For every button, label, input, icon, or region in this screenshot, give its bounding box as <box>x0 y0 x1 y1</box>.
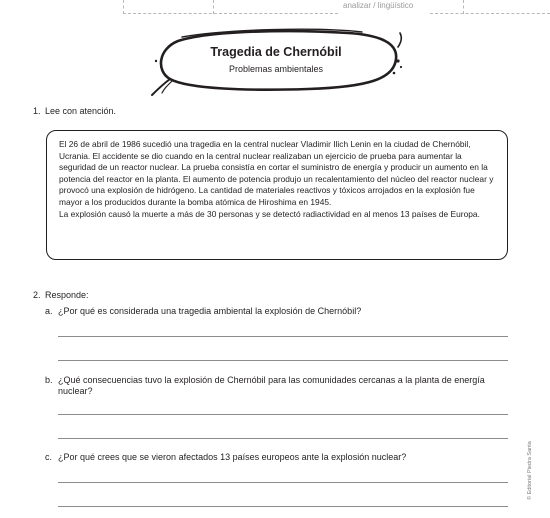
question-b-text: ¿Qué consecuencias tuvo la explosión de Chernóbil para las comunidades cercanas a la planta de energía nuclear? <box>58 375 485 396</box>
header-tag: analizar / lingüístico <box>343 1 414 10</box>
publisher-credit: © Editorial Piedra Santa <box>527 441 533 500</box>
brush-frame-icon <box>148 27 404 97</box>
answer-line[interactable] <box>58 360 508 361</box>
question-b-letter: b. <box>45 375 53 385</box>
worksheet-title: Tragedia de Chernóbil <box>210 45 342 59</box>
activity-2-number: 2. <box>33 290 41 300</box>
header-divider <box>123 0 124 14</box>
answer-line[interactable] <box>58 506 508 507</box>
reading-paragraph: El 26 de abril de 1986 sucedió una tragedia en la central nuclear Vladimir Ilich Lenin en la ciudad de Chernóbil, Ucrania. El accidente se dio cuando en la central nuclear realizaban un ejercicio de prueba para aumentar la seguridad de un reactor nuclear. La prueba consistía en cortar el suministro de energía y producir un aumento en la potencia del reactor en la planta. El aumento de potencia produjo un recalentamiento del núcleo del reactor nuclear y provocó una explosión de hidrógeno. La cantidad de materiales reactivos y tóxicos arrojados en la explosión fue mayor a los producidos durante la bomba atómica de Hiroshima en 1945. <box>59 139 494 207</box>
reading-box <box>46 130 508 260</box>
question-c-text: ¿Por qué crees que se vieron afectados 13 países europeos ante la explosión nuclear? <box>58 452 407 462</box>
answer-line[interactable] <box>58 336 508 337</box>
top-header-strip <box>0 0 550 16</box>
question-a-letter: a. <box>45 306 53 316</box>
answer-line[interactable] <box>58 482 508 483</box>
question-c-letter: c. <box>45 452 53 462</box>
question-a-text: ¿Por qué es considerada una tragedia ambiental la explosión de Chernóbil? <box>58 306 362 316</box>
title-badge <box>148 27 404 97</box>
header-dashed-line <box>123 13 338 14</box>
header-dashed-line <box>430 13 550 14</box>
answer-line[interactable] <box>58 438 508 439</box>
header-divider <box>213 0 214 14</box>
activity-2-instruction: Responde: <box>45 290 89 300</box>
header-divider <box>463 0 464 14</box>
reading-paragraph: La explosión causó la muerte a más de 30 personas y se detectó radiactividad en al menos 13 países de Europa. <box>59 208 480 219</box>
worksheet-subtitle: Problemas ambientales <box>228 64 324 74</box>
answer-line[interactable] <box>58 414 508 415</box>
activity-1-instruction: Lee con atención. <box>45 106 117 116</box>
activity-1-number: 1. <box>33 106 41 116</box>
